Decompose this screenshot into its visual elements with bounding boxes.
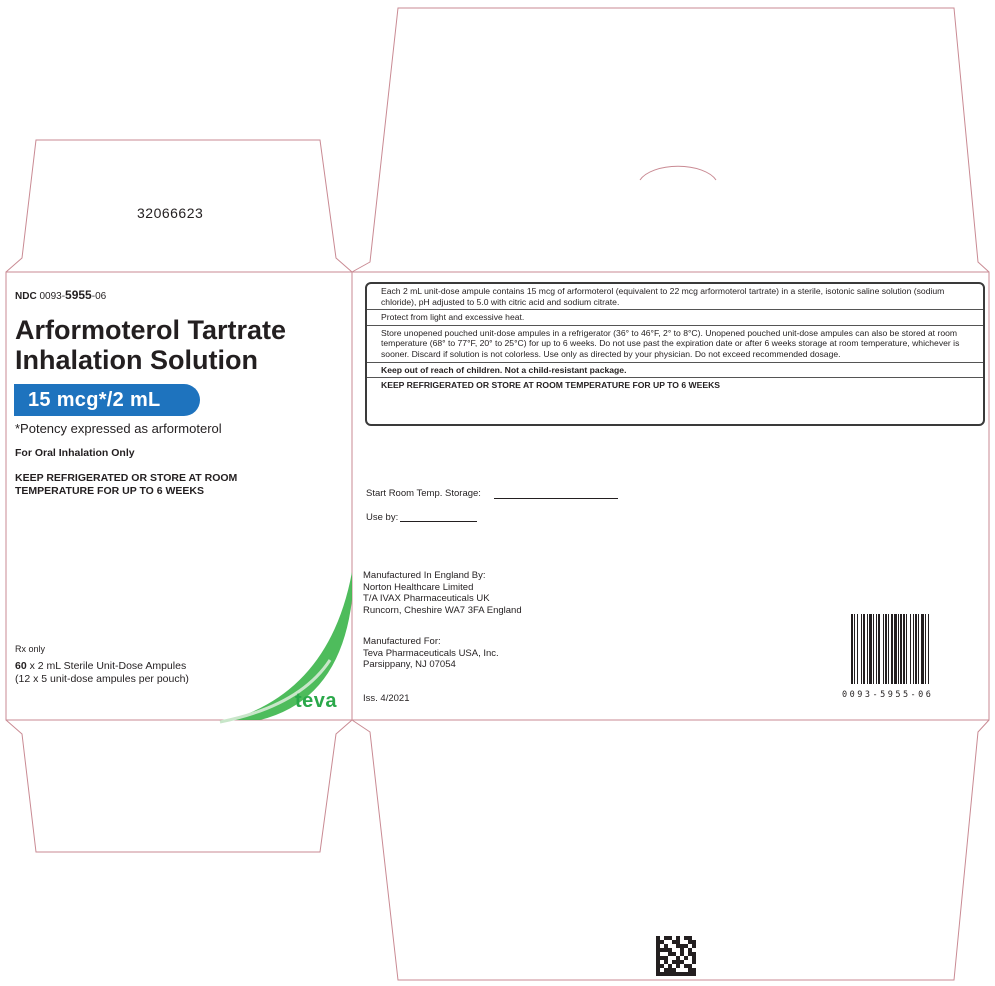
datamatrix-code xyxy=(656,936,696,976)
manufactured-by xyxy=(363,570,522,616)
datamatrix-cell xyxy=(688,948,692,952)
datamatrix-cell xyxy=(656,940,660,944)
datamatrix-cell xyxy=(656,964,660,968)
rx-only: Rx only xyxy=(15,644,46,654)
barcode-bar xyxy=(854,614,855,684)
datamatrix-cell xyxy=(672,972,676,976)
datamatrix-cell xyxy=(656,972,660,976)
info-row-composition: Each 2 mL unit-dose ampule contains 15 mcg of arformoterol (equivalent to 22 mcg arformoterol tartrate) in a sterile, isotonic saline solution (sodium chloride), pH adjusted to 5.0 with citric acid and sodium citrate. xyxy=(367,284,983,310)
storage-warning xyxy=(15,472,265,498)
barcode-bar xyxy=(873,614,874,684)
datamatrix-cell xyxy=(688,968,692,972)
datamatrix-cell xyxy=(676,936,680,940)
storage-warning-line-2: TEMPERATURE FOR UP TO 6 WEEKS xyxy=(15,485,205,497)
title-line-1: Arformoterol Tartrate xyxy=(15,315,287,345)
datamatrix-cell xyxy=(656,960,660,964)
datamatrix-cell xyxy=(672,960,676,964)
datamatrix-cell xyxy=(692,960,696,964)
barcode xyxy=(851,614,929,684)
datamatrix-cell xyxy=(660,948,664,952)
datamatrix-cell xyxy=(684,972,688,976)
barcode-bar xyxy=(885,614,887,684)
barcode-bar xyxy=(857,614,858,684)
mfg-by-line-2: T/A IVAX Pharmaceuticals UK xyxy=(363,593,490,604)
use-by-line xyxy=(400,521,477,522)
datamatrix-cell xyxy=(692,968,696,972)
datamatrix-cell xyxy=(656,944,660,948)
datamatrix-cell xyxy=(664,936,668,940)
datamatrix-cell xyxy=(668,964,672,968)
storage-warning-line-1: KEEP REFRIGERATED OR STORE AT ROOM xyxy=(15,472,238,484)
datamatrix-cell xyxy=(656,968,660,972)
mfg-by-heading: Manufactured In England By: xyxy=(363,570,486,581)
datamatrix-cell xyxy=(684,936,688,940)
ndc-number xyxy=(15,288,106,302)
info-row-keep: KEEP REFRIGERATED OR STORE AT ROOM TEMPERATURE FOR UP TO 6 WEEKS xyxy=(381,380,721,391)
datamatrix-cell xyxy=(688,972,692,976)
datamatrix-cell xyxy=(680,960,684,964)
mfg-for-heading: Manufactured For: xyxy=(363,636,441,647)
package-quantity xyxy=(15,660,189,686)
datamatrix-cell xyxy=(676,956,680,960)
pouch-desc: (12 x 5 unit-dose ampules per pouch) xyxy=(15,673,189,685)
datamatrix-cell xyxy=(664,968,668,972)
datamatrix-cell xyxy=(672,952,676,956)
barcode-bar xyxy=(903,614,905,684)
datamatrix-cell xyxy=(688,940,692,944)
datamatrix-cell xyxy=(664,944,668,948)
datamatrix-cell xyxy=(668,968,672,972)
barcode-bar xyxy=(906,614,907,684)
barcode-bar xyxy=(851,614,853,684)
datamatrix-cell xyxy=(688,964,692,968)
barcode-bar xyxy=(891,614,893,684)
datamatrix-cell xyxy=(672,940,676,944)
datamatrix-cell xyxy=(692,952,696,956)
datamatrix-cell xyxy=(688,936,692,940)
mfg-for-line-2: Parsippany, NJ 07054 xyxy=(363,659,456,670)
datamatrix-cell xyxy=(660,956,664,960)
qty-count: 60 xyxy=(15,660,27,672)
datamatrix-cell xyxy=(668,948,672,952)
barcode-bar xyxy=(861,614,862,684)
barcode-bar xyxy=(894,614,897,684)
datamatrix-cell xyxy=(656,952,660,956)
datamatrix-cell xyxy=(680,944,684,948)
barcode-bar xyxy=(928,614,929,684)
storage-start-label: Start Room Temp. Storage: xyxy=(366,488,481,499)
datamatrix-cell xyxy=(676,972,680,976)
info-box xyxy=(365,282,985,426)
barcode-bar xyxy=(867,614,868,684)
teva-logo: teva xyxy=(295,690,338,712)
route-text: For Oral Inhalation Only xyxy=(15,447,135,459)
datamatrix-cell xyxy=(676,940,680,944)
datamatrix-cell xyxy=(664,960,668,964)
barcode-bar xyxy=(910,614,911,684)
barcode-bar xyxy=(863,614,865,684)
barcode-number: 0093-5955-06 xyxy=(842,690,934,700)
barcode-bar xyxy=(918,614,919,684)
barcode-bar xyxy=(878,614,880,684)
mfg-by-line-1: Norton Healthcare Limited xyxy=(363,581,474,593)
datamatrix-cell xyxy=(688,952,692,956)
datamatrix-cell xyxy=(676,944,680,948)
storage-start-line xyxy=(494,498,618,499)
title-line-2: Inhalation Solution xyxy=(15,345,258,375)
ndc-first: 0093- xyxy=(39,291,66,302)
datamatrix-cell xyxy=(660,940,664,944)
barcode-bar xyxy=(921,614,924,684)
datamatrix-cell xyxy=(660,972,664,976)
mfg-for-line-1: Teva Pharmaceuticals USA, Inc. xyxy=(363,647,499,659)
manufactured-for xyxy=(363,636,499,671)
info-row-protect: Protect from light and excessive heat. xyxy=(367,310,983,326)
datamatrix-cell xyxy=(676,964,680,968)
barcode-bar xyxy=(915,614,917,684)
ndc-prefix: NDC xyxy=(15,291,37,302)
barcode-bar xyxy=(876,614,877,684)
datamatrix-cell xyxy=(692,940,696,944)
datamatrix-cell xyxy=(656,936,660,940)
info-row-children: Keep out of reach of children. Not a child-resistant package. xyxy=(367,363,983,379)
barcode-bar xyxy=(900,614,902,684)
strength-badge: 15 mcg*/2 mL xyxy=(14,384,200,416)
barcode-bar xyxy=(883,614,884,684)
qty-desc: x 2 mL Sterile Unit-Dose Ampules xyxy=(26,660,187,672)
datamatrix-cell xyxy=(668,952,672,956)
datamatrix-cell xyxy=(672,968,676,972)
datamatrix-cell xyxy=(664,972,668,976)
datamatrix-cell xyxy=(664,948,668,952)
datamatrix-cell xyxy=(692,956,696,960)
datamatrix-cell xyxy=(660,964,664,968)
barcode-bar xyxy=(925,614,926,684)
mfg-by-line-3: Runcorn, Cheshire WA7 3FA England xyxy=(363,604,522,616)
datamatrix-cell xyxy=(680,972,684,976)
datamatrix-cell xyxy=(676,960,680,964)
datamatrix-cell xyxy=(684,944,688,948)
datamatrix-cell xyxy=(684,964,688,968)
carton-code: 32066623 xyxy=(137,205,204,221)
datamatrix-cell xyxy=(680,952,684,956)
datamatrix-cell xyxy=(668,936,672,940)
datamatrix-cell xyxy=(680,948,684,952)
barcode-bar xyxy=(913,614,914,684)
datamatrix-cell xyxy=(692,972,696,976)
use-by-label: Use by: xyxy=(366,512,399,523)
issue-date: Iss. 4/2021 xyxy=(363,693,410,704)
barcode-bar xyxy=(898,614,899,684)
ndc-last: -06 xyxy=(91,291,107,302)
datamatrix-cell xyxy=(656,956,660,960)
product-title xyxy=(15,315,345,375)
datamatrix-cell xyxy=(656,948,660,952)
datamatrix-cell xyxy=(664,956,668,960)
barcode-bar xyxy=(888,614,889,684)
potency-note: *Potency expressed as arformoterol xyxy=(15,421,222,436)
datamatrix-cell xyxy=(668,972,672,976)
datamatrix-cell xyxy=(692,944,696,948)
datamatrix-cell xyxy=(684,956,688,960)
barcode-bar xyxy=(869,614,872,684)
info-row-storage: Store unopened pouched unit-dose ampules in a refrigerator (36° to 46°F, 2° to 8°C). Unopened pouched unit-dose ampules can also be stored at room temperature (68° to 77°F, 20° to 25°C) for up to 6 weeks. Do not use past the expiration date or after 6 weeks storage at room temperature, whichever is sooner. Discard if solution is not colorless. Use only as directed by your physician. Do not exceed recommended dosage. xyxy=(367,326,983,363)
ndc-mid: 5955 xyxy=(65,288,92,302)
